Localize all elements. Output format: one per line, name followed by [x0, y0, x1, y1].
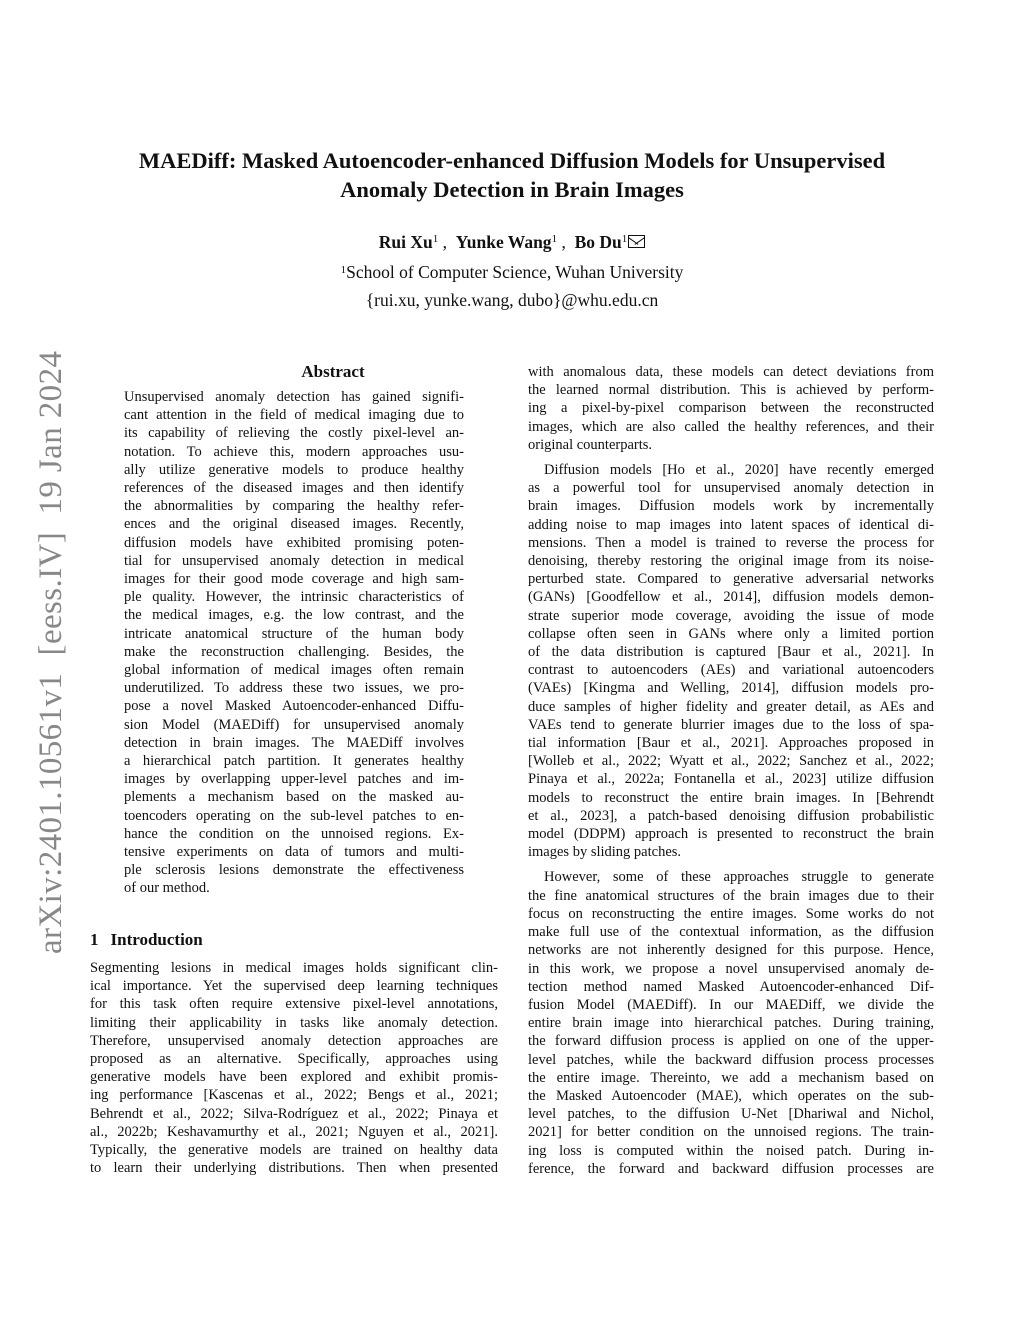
text-line: of our method.	[124, 880, 210, 897]
author-name: Rui Xu	[378, 232, 433, 252]
text-line: ences and the original diseased images. Recently,	[124, 516, 464, 533]
text-line: et al., 2023], a patch-based denoising diffusion probabilistic	[528, 807, 934, 824]
text-line: level patches, while the backward diffusion process processes	[528, 1051, 934, 1068]
title-line-1: MAEDiff: Masked Autoencoder-enhanced Diffusion Models for Unsupervised	[138, 148, 886, 173]
text-line: its capability of relieving the costly pixel-level an-	[124, 425, 464, 442]
text-line: entire brain image into hierarchical patches. During training,	[528, 1015, 934, 1032]
text-line: sion Model (MAEDiff) for unsupervised anomaly	[124, 716, 464, 733]
text-line: focus on reconstructing the entire images. Some works do not	[528, 905, 934, 922]
intro-body	[90, 959, 498, 1177]
text-line: ference, the forward and backward diffusion processes are	[528, 1160, 934, 1177]
text-line: mensions. Then a model is trained to reverse the process for	[528, 534, 934, 551]
text-line: Unsupervised anomaly detection has gained signifi-	[124, 389, 464, 405]
arxiv-stamp	[32, 351, 70, 954]
text-line: the Masked Autoencoder (MAE), which operates on the sub-	[528, 1087, 934, 1104]
text-line: ally utilize generative models to produce healthy	[124, 461, 464, 478]
text-line: denoising, thereby restoring the original image from its noise-	[528, 553, 934, 570]
text-line: images for their good mode coverage and high sam-	[124, 571, 464, 588]
affiliation-text: School of Computer Science, Wuhan University	[346, 262, 684, 282]
section-heading	[90, 930, 203, 950]
text-line: pose a novel Masked Autoencoder-enhanced Diffu-	[124, 698, 464, 715]
text-line: hance the condition on the unnoised regions. Ex-	[124, 825, 464, 842]
text-line: duce samples of higher fidelity and greater detail, as AEs and	[528, 698, 934, 715]
text-line: the fine anatomical structures of the brain images due to their	[528, 887, 934, 904]
text-line: notation. To achieve this, modern approaches usu-	[124, 443, 464, 460]
text-line: However, some of these approaches struggle to generate	[544, 869, 934, 886]
text-line: limiting their applicability in tasks like anomaly detection.	[90, 1014, 498, 1031]
text-line: generative models have been explored and exhibit promis-	[90, 1069, 498, 1086]
text-line: fusion Model (MAEDiff). In our MAEDiff, we divide the	[528, 996, 934, 1013]
text-line: diffusion models have exhibited promising poten-	[124, 534, 464, 551]
text-line: (VAEs) [Kingma and Welling, 2014], diffusion models pro-	[528, 680, 934, 697]
abstract-heading: Abstract	[301, 362, 365, 381]
text-line: images by overlapping upper-level patches and im-	[124, 771, 464, 788]
text-line: tection method named Masked Autoencoder-enhanced Dif-	[528, 978, 934, 995]
text-line: Behrendt et al., 2022; Silva-Rodríguez et al., 2022; Pinaya et	[90, 1105, 498, 1122]
text-line: al., 2022b; Keshavamurthy et al., 2021; Nguyen et al., 2021].	[90, 1123, 498, 1140]
paragraph	[528, 461, 934, 861]
title-line-2: Anomaly Detection in Brain Images	[340, 177, 684, 202]
text-line: tial information [Baur et al., 2021]. Approaches proposed in	[528, 735, 934, 752]
affiliation-block	[60, 258, 964, 314]
text-line: make full use of the contextual information, as the diffusion	[528, 924, 934, 941]
author-list: Rui Xu$^1$ , Yunke Wang$^1$ , Bo Du$^1$	[60, 230, 964, 254]
author-sup: 1	[551, 233, 558, 245]
text-line: images by sliding patches.	[528, 844, 682, 861]
text-line: the abnormalities by comparing the healthy refer-	[124, 498, 464, 515]
affiliation-sup: 1	[340, 264, 347, 276]
text-line: VAEs tend to generate blurrier images due to the loss of spa-	[528, 716, 934, 733]
abstract-body	[124, 388, 464, 898]
text-line: Typically, the generative models are trained on healthy data	[90, 1142, 498, 1159]
text-line: as a powerful tool for unsupervised anomaly detection in	[528, 480, 934, 497]
author-sup: 1	[621, 233, 628, 245]
text-line: the learned normal distribution. This is achieved by perform-	[528, 382, 934, 399]
section-title: Introduction	[110, 930, 203, 949]
text-line: level patches, to the diffusion U-Net [Dhariwal and Nichol,	[528, 1106, 934, 1123]
text-line: contrast to autoencoders (AEs) and variational autoencoders	[528, 662, 934, 679]
text-line: proposed as an alternative. Specifically, approaches using	[90, 1051, 498, 1068]
text-line: a hierarchical patch partition. It generates healthy	[124, 753, 464, 770]
right-column	[528, 363, 934, 1178]
text-line: underutilized. To address these two issues, we pro-	[124, 680, 464, 697]
text-line: Pinaya et al., 2022a; Fontanella et al., 2023] utilize diffusion	[528, 771, 934, 788]
text-line: ing a pixel-by-pixel comparison between the reconstructed	[528, 400, 934, 417]
text-line: images, which are also called the healthy references, and their	[528, 418, 934, 435]
text-line: model (DDPM) approach is presented to reconstruct the brain	[528, 826, 934, 843]
paper-title	[60, 146, 964, 204]
arxiv-stamp-text: arXiv:2401.10561v1 [eess.IV] 19 Jan 2024	[33, 350, 69, 954]
paragraph	[528, 363, 934, 454]
text-line: ing performance [Kascenas et al., 2022; Bengs et al., 2021;	[90, 1087, 498, 1104]
text-line: global information of medical images often remain	[124, 662, 464, 679]
text-line: tial for unsupervised anomaly detection in medical	[124, 552, 464, 569]
text-line: of the data distribution is captured [Baur et al., 2021]. In	[528, 644, 934, 661]
text-line: models to reconstruct the entire brain images. In [Behrendt	[528, 789, 934, 806]
text-line: perturbed state. Compared to generative adversarial networks	[528, 571, 934, 588]
text-line: ple quality. However, the intrinsic characteristics of	[124, 589, 464, 606]
text-line: 2021] for better condition on the unnoised regions. The train-	[528, 1124, 934, 1141]
text-line: Therefore, unsupervised anomaly detection approaches are	[90, 1032, 498, 1049]
text-line: the medical images, e.g. the low contrast, and the	[124, 607, 464, 624]
emails: {rui.xu, yunke.wang, dubo}@whu.edu.cn	[365, 290, 659, 310]
text-line: original counterparts.	[528, 436, 653, 453]
paragraph	[528, 868, 934, 1177]
author-name: Bo Du	[574, 232, 622, 252]
text-line: references of the diseased images and then identify	[124, 480, 464, 497]
text-line: the entire image. Thereinto, we add a mechanism based on	[528, 1069, 934, 1086]
text-line: plements a mechanism based on the masked au-	[124, 789, 464, 806]
text-line: in this work, we propose a novel unsupervised anomaly de-	[528, 960, 934, 977]
section-number: 1	[90, 930, 99, 949]
author-name: Yunke Wang	[455, 232, 552, 252]
text-line: with anomalous data, these models can detect deviations from	[528, 364, 934, 380]
text-line: ical importance. Yet the supervised deep learning techniques	[90, 978, 498, 995]
affiliation	[60, 258, 964, 286]
author-sup: 1	[432, 233, 439, 245]
text-line: collapse often seen in GANs where only a limited portion	[528, 625, 934, 642]
text-line: detection in brain images. The MAEDiff involves	[124, 734, 464, 751]
text-line: Diffusion models [Ho et al., 2020] have recently emerged	[544, 462, 934, 479]
text-line: [Wolleb et al., 2022; Wyatt et al., 2022; Sanchez et al., 2022;	[528, 753, 934, 770]
text-line: networks are not inherently designed for this purpose. Hence,	[528, 942, 934, 959]
text-line: ple sclerosis lesions demonstrate the effectiveness	[124, 862, 464, 879]
text-line: tensive experiments on data of tumors and multi-	[124, 844, 464, 861]
text-line: intricate anatomical structure of the human body	[124, 625, 464, 642]
text-line: strate superior mode coverage, avoiding the issue of mode	[528, 607, 934, 624]
text-line: adding noise to map images into latent spaces of identical di-	[528, 516, 934, 533]
text-line: brain images. Diffusion models work by incrementally	[528, 498, 934, 515]
text-line: (GANs) [Goodfellow et al., 2014], diffusion models demon-	[528, 589, 934, 606]
text-line: ing loss is computed within the noised patch. During in-	[528, 1142, 934, 1159]
text-line: Segmenting lesions in medical images holds significant clin-	[90, 960, 498, 976]
text-line: cant attention in the field of medical imaging due to	[124, 407, 464, 424]
text-line: toencoders operating on the sub-level patches to en-	[124, 807, 464, 824]
envelope-icon	[628, 235, 645, 248]
text-line: for this task often require extensive pixel-level annotations,	[90, 996, 498, 1013]
text-line: the forward diffusion process is applied on one of the upper-	[528, 1033, 934, 1050]
text-line: make the reconstruction challenging. Besides, the	[124, 643, 464, 660]
text-line: to learn their underlying distributions. Then when presented	[90, 1160, 498, 1177]
